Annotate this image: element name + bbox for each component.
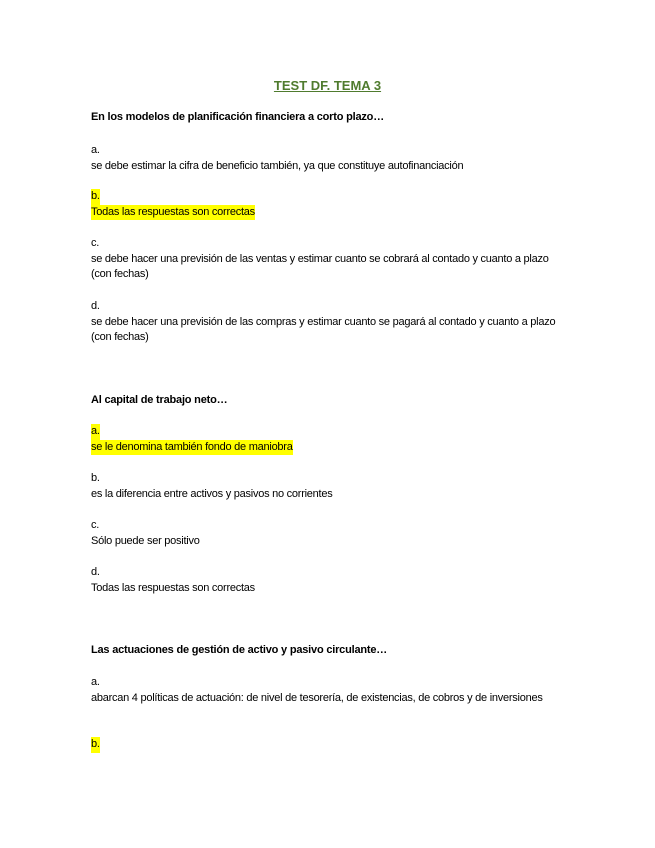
option-text: se debe hacer una previsión de las ventas y estimar cuanto se cobrará al contado y cuanto a plazo (con fechas) bbox=[91, 252, 549, 280]
option-letter: a. bbox=[91, 424, 100, 440]
option-letter: a. bbox=[91, 144, 100, 156]
question-3-option-b bbox=[91, 737, 571, 753]
question-1-option-c bbox=[91, 236, 571, 283]
option-letter: c. bbox=[91, 519, 100, 531]
option-letter: d. bbox=[91, 300, 100, 312]
question-3-option-a bbox=[91, 675, 571, 706]
question-2-option-d bbox=[91, 565, 571, 596]
question-1-text: En los modelos de planificación financiera a corto plazo… bbox=[91, 111, 384, 123]
option-text: Todas las respuestas son correctas bbox=[91, 581, 255, 594]
question-2-option-c bbox=[91, 518, 571, 549]
option-letter: b. bbox=[91, 737, 100, 753]
question-3-text: Las actuaciones de gestión de activo y pasivo circulante… bbox=[91, 644, 388, 656]
option-text: se debe estimar la cifra de beneficio también, ya que constituye autofinanciación bbox=[91, 159, 464, 172]
document-title: TEST DF. TEMA 3 bbox=[273, 78, 382, 93]
option-letter: d. bbox=[91, 566, 100, 578]
question-1-option-b bbox=[91, 189, 571, 220]
option-text: abarcan 4 políticas de actuación: de nivel de tesorería, de existencias, de cobros y de inversiones bbox=[91, 691, 543, 704]
question-1-option-a bbox=[91, 143, 571, 174]
option-letter: a. bbox=[91, 676, 100, 688]
question-2-text: Al capital de trabajo neto… bbox=[91, 394, 228, 406]
question-2-option-a bbox=[91, 424, 571, 455]
option-text: es la diferencia entre activos y pasivos no corrientes bbox=[91, 487, 333, 500]
question-2-option-b bbox=[91, 471, 571, 502]
option-text: se debe hacer una previsión de las compras y estimar cuanto se pagará al contado y cuanto a plazo (con fechas) bbox=[91, 315, 556, 343]
option-letter: b. bbox=[91, 189, 100, 205]
option-letter: b. bbox=[91, 472, 100, 484]
option-text: se le denomina también fondo de maniobra bbox=[91, 440, 293, 456]
option-text: Sólo puede ser positivo bbox=[91, 534, 200, 547]
option-letter: c. bbox=[91, 237, 100, 249]
question-1-option-d bbox=[91, 299, 571, 346]
option-text: Todas las respuestas son correctas bbox=[91, 205, 255, 221]
